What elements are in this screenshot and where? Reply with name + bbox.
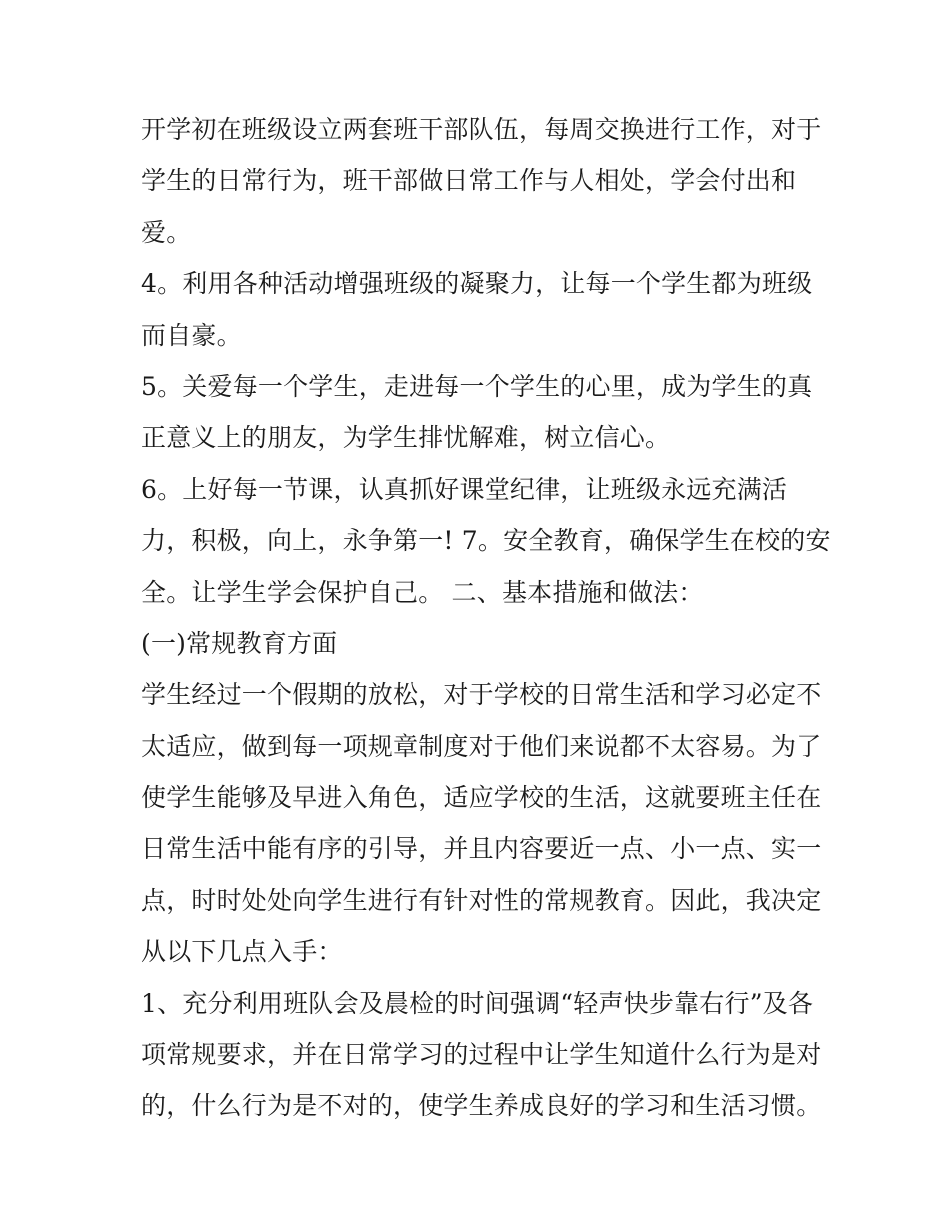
text-line: 5。关爱每一个学生，走进每一个学生的心里，成为学生的真: [141, 371, 813, 401]
text-line: 4。利用各种活动增强班级的凝聚力，让每一个学生都为班级: [141, 269, 813, 299]
text-line: 6。上好每一节课，认真抓好课堂纪律，让班级永远充满活: [141, 474, 788, 504]
text-line: 学生的日常行为，班干部做日常工作与人相处，学会付出和: [141, 166, 797, 196]
text-line: 使学生能够及早进入角色，适应学校的生活，这就要班主任在: [141, 783, 822, 813]
section-heading: (一)常规教育方面: [141, 628, 338, 658]
text-line: 太适应，做到每一项规章制度对于他们来说都不太容易。为了: [141, 731, 822, 761]
text-line: 项常规要求，并在日常学习的过程中让学生知道什么行为是对: [141, 1040, 822, 1070]
text-line: 的，什么行为是不对的，使学生养成良好的学习和生活习惯。: [141, 1091, 822, 1121]
text-line: 力，积极，向上，永争第一! 7。安全教育，确保学生在校的安: [141, 526, 831, 556]
text-line: 日常生活中能有序的引导，并且内容要近一点、小一点、实一: [141, 834, 822, 864]
text-line: 学生经过一个假期的放松，对于学校的日常生活和学习必定不: [141, 680, 822, 710]
text-line: 开学初在班级设立两套班干部队伍，每周交换进行工作，对于: [141, 115, 822, 144]
text-line: 爱。: [141, 217, 192, 247]
text-line: 正意义上的朋友，为学生排忧解难，树立信心。: [141, 423, 671, 453]
text-line: 全。让学生学会保护自己。 二、基本措施和做法：: [141, 577, 704, 607]
text-line: 从以下几点入手：: [141, 937, 343, 967]
document-body: [141, 104, 831, 1132]
text-line: 而自豪。: [141, 320, 242, 350]
text-line: 1、充分利用班队会及晨检的时间强调“轻声快步靠右行”及各: [141, 988, 814, 1018]
text-line: 点，时时处处向学生进行有针对性的常规教育。因此，我决定: [141, 885, 822, 915]
